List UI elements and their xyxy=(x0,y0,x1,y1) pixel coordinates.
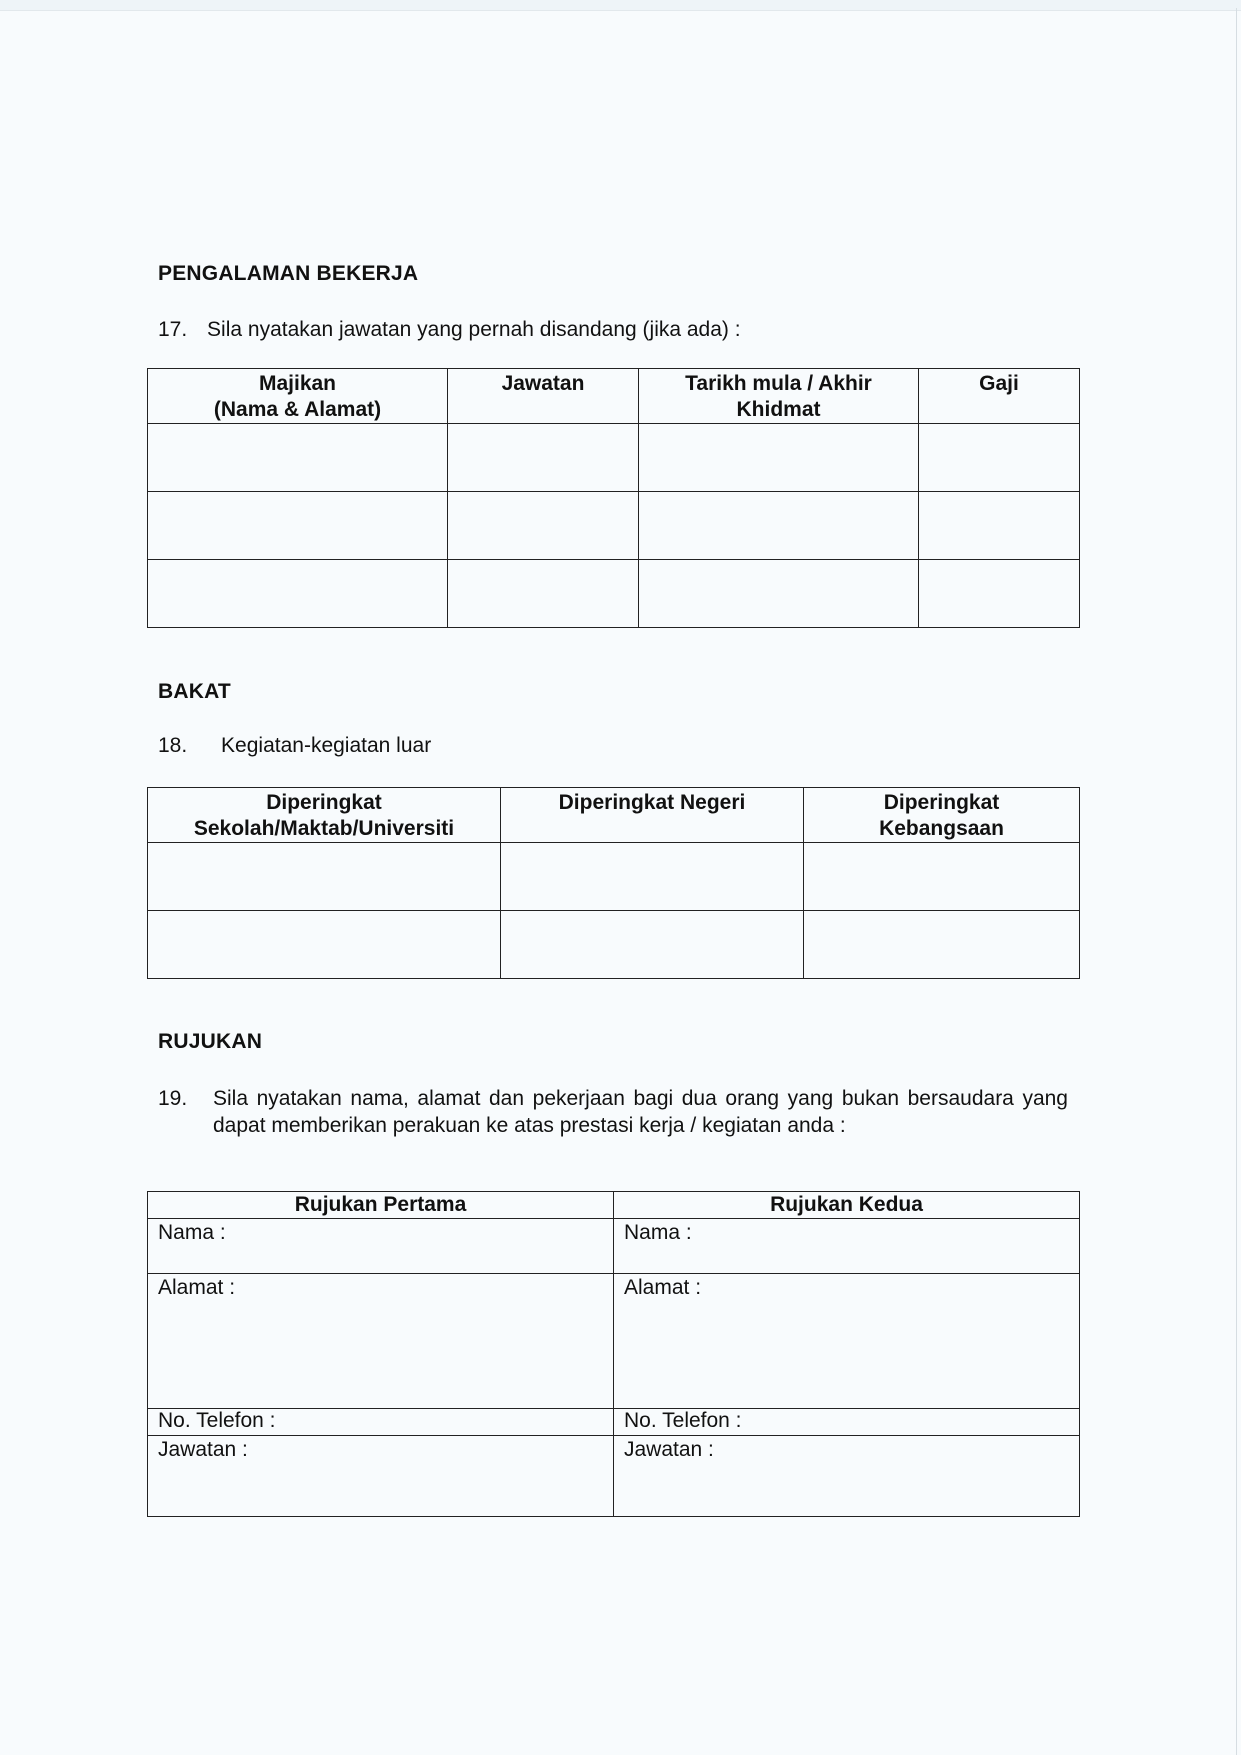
header-school-level xyxy=(148,788,501,843)
header-line: Diperingkat Negeri xyxy=(558,791,746,814)
first-reference-address-field[interactable] xyxy=(148,1274,614,1409)
state-level-cell[interactable] xyxy=(501,843,804,911)
header-line: Tarikh mula / Akhir xyxy=(685,372,872,395)
name-label: Nama : xyxy=(624,1221,692,1244)
header-line: Sekolah/Maktab/Universiti xyxy=(193,817,455,840)
first-reference-name-field[interactable] xyxy=(148,1219,614,1274)
address-label: Alamat : xyxy=(624,1276,702,1299)
header-line: Gaji xyxy=(979,372,1019,395)
national-level-cell[interactable] xyxy=(804,843,1080,911)
second-reference-address-field[interactable] xyxy=(614,1274,1080,1409)
first-reference-phone-field[interactable] xyxy=(148,1409,614,1436)
first-reference-position-field[interactable] xyxy=(148,1436,614,1517)
header-national-level xyxy=(804,788,1080,843)
work-experience-table xyxy=(147,368,1080,628)
employer-cell[interactable] xyxy=(148,492,448,560)
table-row-name xyxy=(148,1219,1080,1274)
table-header-row xyxy=(148,1192,1080,1219)
header-first-reference: Rujukan Pertama xyxy=(148,1192,614,1219)
school-level-cell[interactable] xyxy=(148,843,501,911)
header-state-level xyxy=(501,788,804,843)
header-position xyxy=(448,369,639,424)
name-label: Nama : xyxy=(158,1221,226,1244)
state-level-cell[interactable] xyxy=(501,911,804,979)
section-heading-work-experience: PENGALAMAN BEKERJA xyxy=(158,262,419,285)
header-line: Kebangsaan xyxy=(879,817,1004,840)
scan-top-edge xyxy=(0,0,1241,11)
school-level-cell[interactable] xyxy=(148,911,501,979)
section-heading-references: RUJUKAN xyxy=(158,1030,263,1053)
employer-cell[interactable] xyxy=(148,424,448,492)
service-dates-cell[interactable] xyxy=(639,424,919,492)
position-label: Jawatan : xyxy=(624,1438,714,1461)
section-heading-talent: BAKAT xyxy=(158,680,231,703)
table-row-address xyxy=(148,1274,1080,1409)
table-header-row xyxy=(148,369,1080,424)
table-row xyxy=(148,843,1080,911)
address-label: Alamat : xyxy=(158,1276,236,1299)
question-17 xyxy=(158,318,741,342)
phone-label: No. Telefon : xyxy=(158,1409,276,1432)
salary-cell[interactable] xyxy=(919,492,1080,560)
position-label: Jawatan : xyxy=(158,1438,248,1461)
service-dates-cell[interactable] xyxy=(639,560,919,628)
references-table xyxy=(147,1191,1080,1517)
header-line: Diperingkat xyxy=(883,791,1000,814)
question-number: 19. xyxy=(158,1087,188,1110)
table-row xyxy=(148,911,1080,979)
employer-cell[interactable] xyxy=(148,560,448,628)
scan-right-edge xyxy=(1236,8,1237,1755)
question-19 xyxy=(158,1085,1068,1139)
position-cell[interactable] xyxy=(448,492,639,560)
table-row-position xyxy=(148,1436,1080,1517)
question-number: 17. xyxy=(158,318,188,341)
second-reference-position-field[interactable] xyxy=(614,1436,1080,1517)
salary-cell[interactable] xyxy=(919,424,1080,492)
header-line: Khidmat xyxy=(736,398,821,421)
position-cell[interactable] xyxy=(448,560,639,628)
table-header-row xyxy=(148,788,1080,843)
national-level-cell[interactable] xyxy=(804,911,1080,979)
second-reference-phone-field[interactable] xyxy=(614,1409,1080,1436)
table-row-phone xyxy=(148,1409,1080,1436)
table-row xyxy=(148,492,1080,560)
header-employer xyxy=(148,369,448,424)
talent-table xyxy=(147,787,1080,979)
header-line: (Nama & Alamat) xyxy=(213,398,382,421)
header-service-dates xyxy=(639,369,919,424)
question-number: 18. xyxy=(158,734,188,757)
table-row xyxy=(148,560,1080,628)
second-reference-name-field[interactable] xyxy=(614,1219,1080,1274)
header-line: Jawatan xyxy=(501,372,585,395)
table-row xyxy=(148,424,1080,492)
question-text: Kegiatan-kegiatan luar xyxy=(221,734,432,757)
header-line: Diperingkat xyxy=(266,791,382,814)
question-text: Sila nyatakan jawatan yang pernah disandang (jika ada) : xyxy=(207,318,741,341)
service-dates-cell[interactable] xyxy=(639,492,919,560)
header-salary xyxy=(919,369,1080,424)
salary-cell[interactable] xyxy=(919,560,1080,628)
question-text: Sila nyatakan nama, alamat dan pekerjaan bagi dua orang yang bukan bersaudara yang dapat memberikan perakuan ke atas prestasi kerja / kegiatan anda : xyxy=(213,1087,1068,1137)
question-18 xyxy=(158,734,431,758)
header-line: Majikan xyxy=(258,372,337,395)
phone-label: No. Telefon : xyxy=(624,1409,742,1432)
position-cell[interactable] xyxy=(448,424,639,492)
header-second-reference: Rujukan Kedua xyxy=(614,1192,1080,1219)
